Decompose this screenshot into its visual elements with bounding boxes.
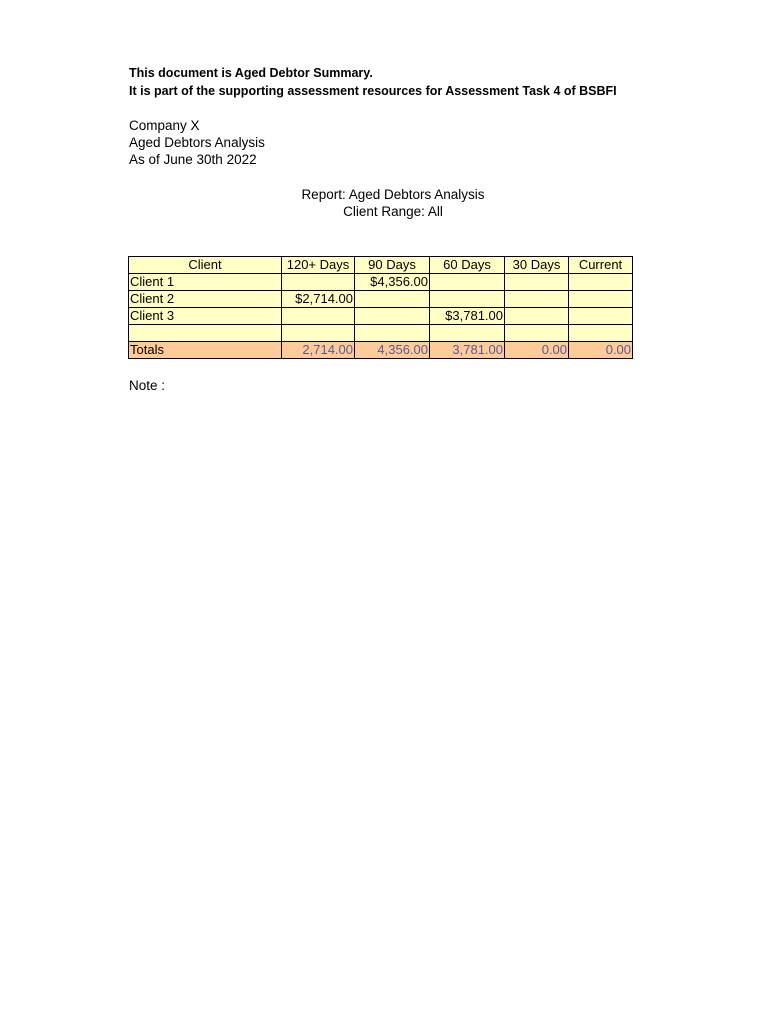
total-120-days: 2,714.00 (282, 342, 355, 359)
amount-30-days (505, 291, 569, 308)
amount-current (569, 291, 633, 308)
column-header-90-days: 90 Days (355, 257, 430, 274)
note-label: Note : (129, 378, 166, 393)
blank-cell (282, 325, 355, 342)
table-row (129, 274, 633, 291)
total-current: 0.00 (569, 342, 633, 359)
client-name: Client 2 (129, 291, 282, 308)
blank-cell (430, 325, 505, 342)
column-header-client: Client (129, 257, 282, 274)
blank-cell (569, 325, 633, 342)
total-30-days: 0.00 (505, 342, 569, 359)
totals-label: Totals (129, 342, 282, 359)
amount-90-days (355, 291, 430, 308)
client-name: Client 3 (129, 308, 282, 325)
blank-cell (505, 325, 569, 342)
blank-cell (129, 325, 282, 342)
amount-90-days (355, 308, 430, 325)
amount-120-days (282, 274, 355, 291)
column-header-30-days: 30 Days (505, 257, 569, 274)
amount-90-days: $4,356.00 (355, 274, 430, 291)
amount-60-days: $3,781.00 (430, 308, 505, 325)
as-of-date: As of June 30th 2022 (129, 152, 257, 167)
table-row (129, 308, 633, 325)
column-header-current: Current (569, 257, 633, 274)
client-name: Client 1 (129, 274, 282, 291)
amount-current (569, 308, 633, 325)
report-title: Report: Aged Debtors Analysis (301, 187, 485, 202)
company-name: Company X (129, 118, 200, 133)
column-header-120-days: 120+ Days (282, 257, 355, 274)
amount-120-days (282, 308, 355, 325)
amount-30-days (505, 308, 569, 325)
amount-60-days (430, 274, 505, 291)
header-line-2: It is part of the supporting assessment resources for Assessment Task 4 of BSBFI (129, 84, 617, 98)
blank-cell (355, 325, 430, 342)
amount-30-days (505, 274, 569, 291)
total-90-days: 4,356.00 (355, 342, 430, 359)
report-name: Aged Debtors Analysis (129, 135, 265, 150)
table-header-row (129, 257, 633, 274)
amount-120-days: $2,714.00 (282, 291, 355, 308)
column-header-60-days: 60 Days (430, 257, 505, 274)
client-range: Client Range: All (343, 204, 443, 219)
amount-60-days (430, 291, 505, 308)
header-line-1: This document is Aged Debtor Summary. (129, 66, 373, 80)
total-60-days: 3,781.00 (430, 342, 505, 359)
aged-debtors-table (128, 256, 633, 359)
totals-row (129, 342, 633, 359)
blank-row (129, 325, 633, 342)
amount-current (569, 274, 633, 291)
table-row (129, 291, 633, 308)
